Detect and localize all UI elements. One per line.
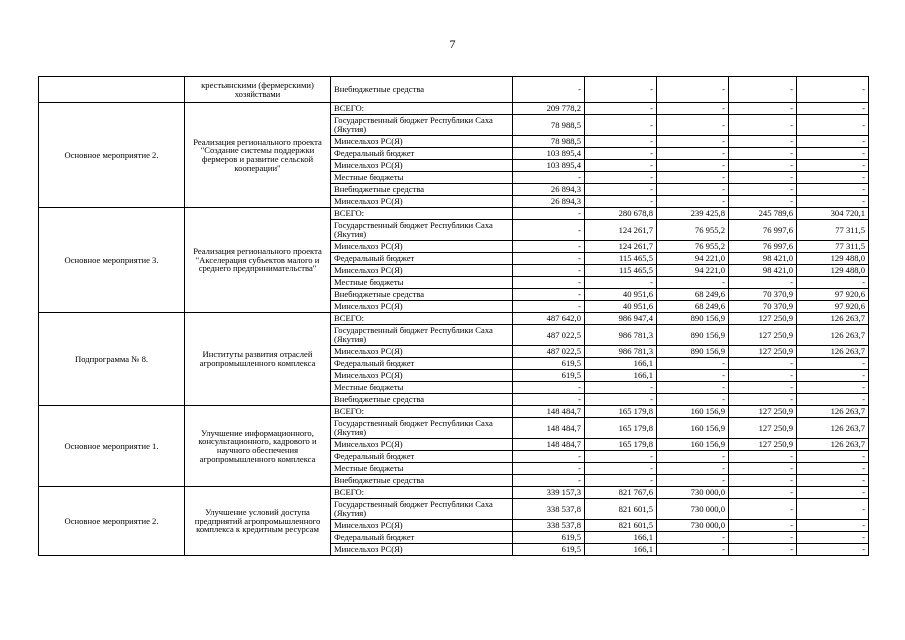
amount-cell: - [729,184,797,196]
funding-source: Минсельхоз РС(Я) [331,265,513,277]
amount-cell: - [513,241,585,253]
amount-cell: - [729,160,797,172]
amount-cell: - [513,475,585,487]
funding-source: Внебюджетные средства [331,289,513,301]
amount-cell: - [585,463,657,475]
amount-cell: 160 156,9 [657,418,729,439]
amount-cell: - [729,475,797,487]
amount-cell: - [657,394,729,406]
section-label: Подпрограмма № 8. [74,353,149,364]
funding-source: Местные бюджеты [331,382,513,394]
amount-cell: - [657,148,729,160]
amount-cell: 40 951,6 [585,289,657,301]
amount-cell: - [729,487,797,499]
amount-cell: 26 894,3 [513,184,585,196]
amount-cell: - [585,136,657,148]
amount-cell: - [657,463,729,475]
amount-cell: 124 261,7 [585,220,657,241]
amount-cell: - [657,160,729,172]
amount-cell: - [657,370,729,382]
amount-cell: - [729,520,797,532]
amount-cell: - [797,370,869,382]
activity-name: Реализация регионального проекта "Акселерация субъектов малого и среднего предпринимательства" [193,246,322,274]
amount-cell: 148 484,7 [513,406,585,418]
amount-cell: 166,1 [585,358,657,370]
amount-cell: 986 781,3 [585,346,657,358]
amount-cell: 98 421,0 [729,265,797,277]
amount-cell: 166,1 [585,532,657,544]
amount-cell: 487 022,5 [513,325,585,346]
amount-cell: - [797,532,869,544]
funding-source: Федеральный бюджет [331,148,513,160]
table-body [39,77,869,556]
amount-cell: - [657,451,729,463]
funding-source: Внебюджетные средства [331,394,513,406]
amount-cell: 129 488,0 [797,265,869,277]
amount-cell: 986 947,4 [585,313,657,325]
amount-cell: 730 000,0 [657,520,729,532]
activity-name: Улучшение условий доступа предприятий агропромышленного комплекса к кредитным ресурсам [194,507,321,535]
table-row [39,406,869,418]
amount-cell: - [585,160,657,172]
funding-source: Федеральный бюджет [331,253,513,265]
amount-cell: 115 465,5 [585,265,657,277]
amount-cell: 70 370,9 [729,289,797,301]
funding-source: ВСЕГО: [331,406,513,418]
amount-cell: - [729,277,797,289]
amount-cell: - [729,370,797,382]
funding-source: Минсельхоз РС(Я) [331,544,513,556]
amount-cell: - [513,208,585,220]
funding-source: Государственный бюджет Республики Саха (Якутия) [331,115,513,136]
amount-cell: - [729,115,797,136]
amount-cell: - [657,196,729,208]
amount-cell: 166,1 [585,370,657,382]
amount-cell: - [797,382,869,394]
section-label: Основное мероприятие 2. [64,149,159,160]
amount-cell: 97 920,6 [797,301,869,313]
amount-cell: - [657,382,729,394]
amount-cell: - [797,451,869,463]
amount-cell: - [729,463,797,475]
amount-cell: 76 997,6 [729,220,797,241]
amount-cell: 127 250,9 [729,418,797,439]
amount-cell: 98 421,0 [729,253,797,265]
amount-cell: 127 250,9 [729,346,797,358]
amount-cell: 890 156,9 [657,313,729,325]
amount-cell: 127 250,9 [729,406,797,418]
amount-cell: - [797,184,869,196]
amount-cell: - [585,196,657,208]
amount-cell: 70 370,9 [729,301,797,313]
amount-cell: 97 920,6 [797,289,869,301]
amount-cell: - [797,520,869,532]
funding-source: ВСЕГО: [331,487,513,499]
activity-name: крестьянскими (фермерскими) хозяйствами [201,79,314,99]
funding-source: ВСЕГО: [331,313,513,325]
amount-cell: - [729,196,797,208]
section-label: Основное мероприятие 1. [64,440,159,451]
budget-table [38,76,869,556]
funding-source: Государственный бюджет Республики Саха (Якутия) [331,325,513,346]
amount-cell: 148 484,7 [513,418,585,439]
amount-cell: - [729,77,797,103]
table-row [39,103,869,115]
funding-source: Государственный бюджет Республики Саха (Якутия) [331,418,513,439]
amount-cell: - [657,77,729,103]
amount-cell: 127 250,9 [729,325,797,346]
amount-cell: - [585,77,657,103]
section-label: Основное мероприятие 2. [64,515,159,526]
funding-source: Федеральный бюджет [331,532,513,544]
amount-cell: 730 000,0 [657,499,729,520]
amount-cell: - [797,160,869,172]
amount-cell: - [657,103,729,115]
amount-cell: - [513,382,585,394]
amount-cell: - [657,532,729,544]
amount-cell: - [657,475,729,487]
section-cell [39,77,185,103]
amount-cell: 115 465,5 [585,253,657,265]
amount-cell: - [797,115,869,136]
amount-cell: 339 157,3 [513,487,585,499]
amount-cell: - [729,172,797,184]
amount-cell: 821 767,6 [585,487,657,499]
amount-cell: - [797,196,869,208]
table-row [39,208,869,220]
amount-cell: - [797,103,869,115]
amount-cell: - [513,277,585,289]
amount-cell: 280 678,8 [585,208,657,220]
amount-cell: - [657,277,729,289]
amount-cell: 338 537,8 [513,520,585,532]
funding-source: Минсельхоз РС(Я) [331,346,513,358]
amount-cell: 124 261,7 [585,241,657,253]
amount-cell: 126 263,7 [797,313,869,325]
activity-name: Институты развития отраслей агропромышленного комплекса [199,349,316,368]
funding-source: Минсельхоз РС(Я) [331,136,513,148]
amount-cell: 103 895,4 [513,160,585,172]
amount-cell: - [797,136,869,148]
funding-source: Минсельхоз РС(Я) [331,160,513,172]
section-label: Основное мероприятие 3. [64,254,159,265]
amount-cell: 126 263,7 [797,439,869,451]
funding-source: Минсельхоз РС(Я) [331,196,513,208]
activity-cell [185,208,331,313]
amount-cell: 209 778,2 [513,103,585,115]
amount-cell: 165 179,8 [585,439,657,451]
amount-cell: - [729,394,797,406]
amount-cell: - [657,172,729,184]
amount-cell: 77 311,5 [797,220,869,241]
activity-cell [185,313,331,406]
amount-cell: 730 000,0 [657,487,729,499]
amount-cell: 76 997,6 [729,241,797,253]
amount-cell: 126 263,7 [797,418,869,439]
amount-cell: - [729,103,797,115]
amount-cell: 78 988,5 [513,115,585,136]
activity-name: Улучшение информационного, консультационного, кадрового и научного обеспечения агропромышленного комплекса [198,427,317,464]
amount-cell: - [585,148,657,160]
section-cell [39,208,185,313]
amount-cell: - [797,394,869,406]
amount-cell: - [797,499,869,520]
amount-cell: 890 156,9 [657,346,729,358]
amount-cell: - [513,253,585,265]
funding-source: Государственный бюджет Республики Саха (Якутия) [331,220,513,241]
funding-source: Государственный бюджет Республики Саха (Якутия) [331,499,513,520]
amount-cell: - [585,451,657,463]
amount-cell: - [729,136,797,148]
amount-cell: - [729,358,797,370]
table-row [39,77,869,103]
amount-cell: - [585,394,657,406]
activity-name: Реализация регионального проекта "Создание системы поддержки фермеров и развитие сельской кооперации" [193,136,322,173]
amount-cell: - [585,103,657,115]
amount-cell: 245 789,6 [729,208,797,220]
amount-cell: 68 249,6 [657,301,729,313]
section-cell [39,103,185,208]
amount-cell: - [729,382,797,394]
amount-cell: - [729,544,797,556]
amount-cell: - [585,172,657,184]
amount-cell: - [585,475,657,487]
amount-cell: 165 179,8 [585,418,657,439]
amount-cell: - [585,382,657,394]
amount-cell: - [797,487,869,499]
amount-cell: 821 601,5 [585,499,657,520]
amount-cell: - [513,265,585,277]
amount-cell: 68 249,6 [657,289,729,301]
amount-cell: 127 250,9 [729,313,797,325]
amount-cell: - [797,148,869,160]
amount-cell: 126 263,7 [797,406,869,418]
amount-cell: - [513,289,585,301]
amount-cell: - [657,358,729,370]
amount-cell: - [657,544,729,556]
amount-cell: 619,5 [513,544,585,556]
amount-cell: - [585,115,657,136]
amount-cell: 986 781,3 [585,325,657,346]
amount-cell: 78 988,5 [513,136,585,148]
amount-cell: 76 955,2 [657,241,729,253]
activity-cell [185,406,331,487]
amount-cell: - [513,220,585,241]
funding-source: ВСЕГО: [331,103,513,115]
amount-cell: - [513,172,585,184]
amount-cell: 126 263,7 [797,325,869,346]
activity-cell [185,103,331,208]
amount-cell: 160 156,9 [657,406,729,418]
amount-cell: 148 484,7 [513,439,585,451]
amount-cell: - [729,499,797,520]
section-cell [39,487,185,556]
funding-source: Местные бюджеты [331,277,513,289]
amount-cell: 165 179,8 [585,406,657,418]
table-row [39,487,869,499]
funding-source: Минсельхоз РС(Я) [331,439,513,451]
funding-source: Федеральный бюджет [331,358,513,370]
amount-cell: - [513,394,585,406]
amount-cell: - [657,136,729,148]
funding-source: Минсельхоз РС(Я) [331,301,513,313]
amount-cell: - [585,184,657,196]
amount-cell: - [797,463,869,475]
amount-cell: 619,5 [513,532,585,544]
amount-cell: 26 894,3 [513,196,585,208]
amount-cell: 40 951,6 [585,301,657,313]
amount-cell: - [513,463,585,475]
amount-cell: - [513,77,585,103]
amount-cell: 127 250,9 [729,439,797,451]
funding-source: Минсельхоз РС(Я) [331,241,513,253]
amount-cell: 239 425,8 [657,208,729,220]
funding-source: Местные бюджеты [331,172,513,184]
amount-cell: - [797,277,869,289]
amount-cell: 619,5 [513,358,585,370]
amount-cell: - [585,277,657,289]
section-cell [39,313,185,406]
activity-cell [185,487,331,556]
amount-cell: - [797,358,869,370]
amount-cell: - [797,172,869,184]
amount-cell: 166,1 [585,544,657,556]
activity-cell [185,77,331,103]
amount-cell: 487 642,0 [513,313,585,325]
amount-cell: - [729,451,797,463]
funding-source: Минсельхоз РС(Я) [331,370,513,382]
amount-cell: - [657,115,729,136]
amount-cell: 619,5 [513,370,585,382]
amount-cell: - [513,301,585,313]
table-row [39,313,869,325]
amount-cell: 76 955,2 [657,220,729,241]
amount-cell: - [729,532,797,544]
amount-cell: 160 156,9 [657,439,729,451]
funding-source: Внебюджетные средства [331,77,513,103]
amount-cell: 94 221,0 [657,265,729,277]
amount-cell: 94 221,0 [657,253,729,265]
amount-cell: 126 263,7 [797,346,869,358]
amount-cell: 890 156,9 [657,325,729,346]
amount-cell: 821 601,5 [585,520,657,532]
page-number: 7 [449,37,456,51]
amount-cell: - [797,544,869,556]
funding-source: ВСЕГО: [331,208,513,220]
funding-source: Федеральный бюджет [331,451,513,463]
amount-cell: - [797,475,869,487]
amount-cell: 129 488,0 [797,253,869,265]
funding-source: Местные бюджеты [331,463,513,475]
funding-source: Минсельхоз РС(Я) [331,520,513,532]
amount-cell: - [797,77,869,103]
funding-source: Внебюджетные средства [331,184,513,196]
amount-cell: - [513,451,585,463]
funding-source: Внебюджетные средства [331,475,513,487]
amount-cell: 304 720,1 [797,208,869,220]
amount-cell: 77 311,5 [797,241,869,253]
amount-cell: - [657,184,729,196]
amount-cell: 338 537,8 [513,499,585,520]
amount-cell: 487 022,5 [513,346,585,358]
section-cell [39,406,185,487]
amount-cell: 103 895,4 [513,148,585,160]
amount-cell: - [729,148,797,160]
